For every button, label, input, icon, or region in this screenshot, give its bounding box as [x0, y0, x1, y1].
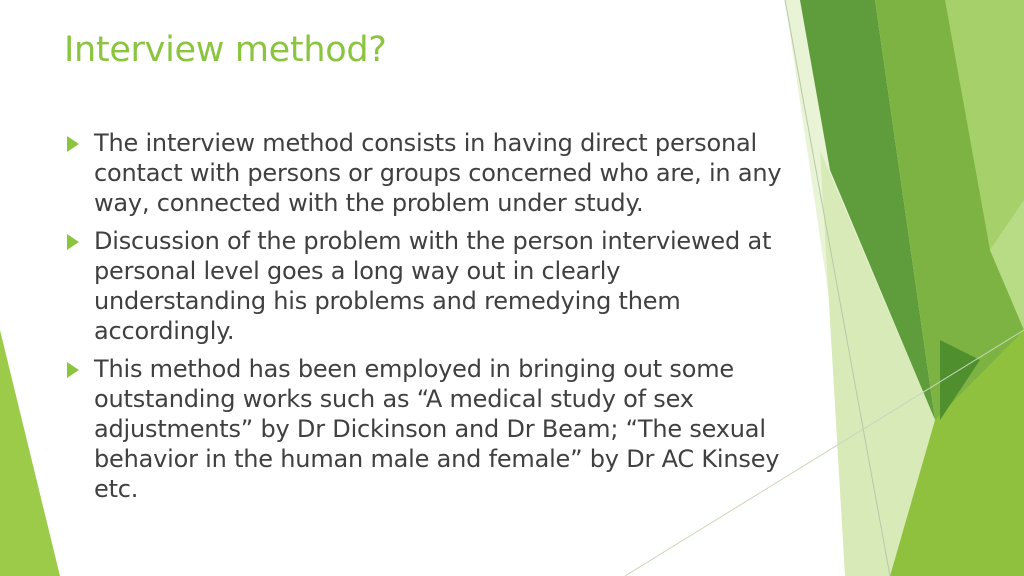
bullet-text: Discussion of the problem with the person interviewed at personal level goes a long way out in clearly understanding his problems and remedying them accordingly. [94, 227, 772, 345]
bullet-list [64, 128, 784, 512]
bullet-text: This method has been employed in bringing out some outstanding works such as “A medical study of sex adjustments” by Dr Dickinson and Dr Beam; “The sexual behavior in the human male and female” by Dr AC Kinsey etc. [94, 355, 780, 503]
slide-title: Interview method? [64, 30, 387, 70]
bullet-item [64, 226, 784, 346]
triangle-right-icon [67, 362, 79, 378]
triangle-right-icon [67, 234, 79, 250]
triangle-right-icon [67, 136, 79, 152]
bullet-item [64, 128, 784, 218]
bullet-text: The interview method consists in having direct personal contact with persons or groups concerned who are, in any way, connected with the problem under study. [94, 129, 782, 217]
bullet-item [64, 354, 784, 504]
